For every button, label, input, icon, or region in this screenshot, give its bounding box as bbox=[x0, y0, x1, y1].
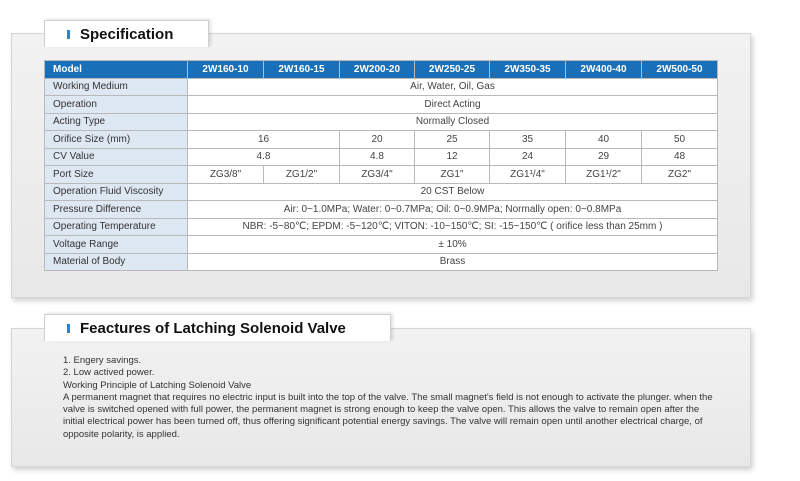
row-value: 20 bbox=[340, 131, 415, 149]
header-cell: Model bbox=[45, 61, 188, 79]
row-value: Air: 0~1.0MPa; Water: 0~0.7MPa; Oil: 0~0.9MPa; Normally open: 0~0.8MPa bbox=[188, 201, 718, 219]
feature-line: 1. Engery savings. bbox=[63, 355, 142, 366]
table-row bbox=[45, 253, 718, 271]
row-value: ZG1" bbox=[415, 166, 490, 184]
features-tab bbox=[44, 314, 391, 341]
accent-bar-icon bbox=[67, 30, 70, 39]
table-row bbox=[45, 201, 718, 219]
specification-table bbox=[44, 60, 718, 271]
specification-title: Specification bbox=[80, 25, 174, 43]
row-value: 48 bbox=[642, 148, 718, 166]
table-row bbox=[45, 148, 718, 166]
row-label: Operation bbox=[45, 96, 188, 114]
row-value: Normally Closed bbox=[188, 113, 718, 131]
row-value: 16 bbox=[188, 131, 340, 149]
feature-line: 2. Low actived power. bbox=[63, 367, 155, 379]
row-label: Operation Fluid Viscosity bbox=[45, 183, 188, 201]
header-cell: 2W200-20 bbox=[340, 61, 415, 79]
row-value: ZG3/4" bbox=[340, 166, 415, 184]
table-row bbox=[45, 96, 718, 114]
row-value: 12 bbox=[415, 148, 490, 166]
row-value: 50 bbox=[642, 131, 718, 149]
row-value: 29 bbox=[566, 148, 642, 166]
table-row bbox=[45, 183, 718, 201]
row-label: Voltage Range bbox=[45, 236, 188, 254]
row-label: Acting Type bbox=[45, 113, 188, 131]
header-cell: 2W350-35 bbox=[490, 61, 566, 79]
features-title: Feactures of Latching Solenoid Valve bbox=[80, 319, 346, 337]
header-cell: 2W500-50 bbox=[642, 61, 718, 79]
row-value: 25 bbox=[415, 131, 490, 149]
row-label: Pressure Difference bbox=[45, 201, 188, 219]
table-row bbox=[45, 131, 718, 149]
table-row bbox=[45, 236, 718, 254]
table-row bbox=[45, 218, 718, 236]
table-row bbox=[45, 166, 718, 184]
row-label: Working Medium bbox=[45, 78, 188, 96]
row-value: NBR: -5~80℃; EPDM: -5~120℃; VITON: -10~150℃; SI: -15~150℃ ( orifice less than 25mm ) bbox=[188, 218, 718, 236]
header-cell: 2W160-15 bbox=[264, 61, 340, 79]
row-value: Brass bbox=[188, 253, 718, 271]
header-cell: 2W250-25 bbox=[415, 61, 490, 79]
row-label: Orifice Size (mm) bbox=[45, 131, 188, 149]
row-value: 4.8 bbox=[188, 148, 340, 166]
row-label: CV Value bbox=[45, 148, 188, 166]
row-value: ZG1/2" bbox=[264, 166, 340, 184]
features-text bbox=[63, 355, 723, 441]
accent-bar-icon bbox=[67, 324, 70, 333]
row-value: ZG3/8" bbox=[188, 166, 264, 184]
row-value: ZG2" bbox=[642, 166, 718, 184]
specification-tab bbox=[44, 20, 209, 47]
row-value: 4.8 bbox=[340, 148, 415, 166]
row-value: 20 CST Below bbox=[188, 183, 718, 201]
table-row bbox=[45, 78, 718, 96]
row-label: Port Size bbox=[45, 166, 188, 184]
table-row bbox=[45, 113, 718, 131]
feature-line: Working Principle of Latching Solenoid Valve bbox=[63, 379, 252, 391]
row-value: ZG1¹/4" bbox=[490, 166, 566, 184]
row-value: ZG1¹/2" bbox=[566, 166, 642, 184]
row-value: Direct Acting bbox=[188, 96, 718, 114]
row-value: 35 bbox=[490, 131, 566, 149]
row-value: Air, Water, Oil, Gas bbox=[188, 78, 718, 96]
header-cell: 2W400-40 bbox=[566, 61, 642, 79]
row-label: Operating Temperature bbox=[45, 218, 188, 236]
row-value: ± 10% bbox=[188, 236, 718, 254]
row-value: 24 bbox=[490, 148, 566, 166]
header-cell: 2W160-10 bbox=[188, 61, 264, 79]
table-header-row bbox=[45, 61, 718, 79]
row-value: 40 bbox=[566, 131, 642, 149]
feature-paragraph: A permanent magnet that requires no electric input is built into the top of the valve. The small magnet's field is not enough to activate the plunger. when the valve is switched opened with full power, the permanent magnet is strong enough to keep the valve open. This allows the valve to remain open after the initial electrical power has been turned off, thus offering significant potential energy savings. The valve will remain open until another electrical charge, of opposite polarity, is applied. bbox=[63, 391, 713, 440]
row-label: Material of Body bbox=[45, 253, 188, 271]
